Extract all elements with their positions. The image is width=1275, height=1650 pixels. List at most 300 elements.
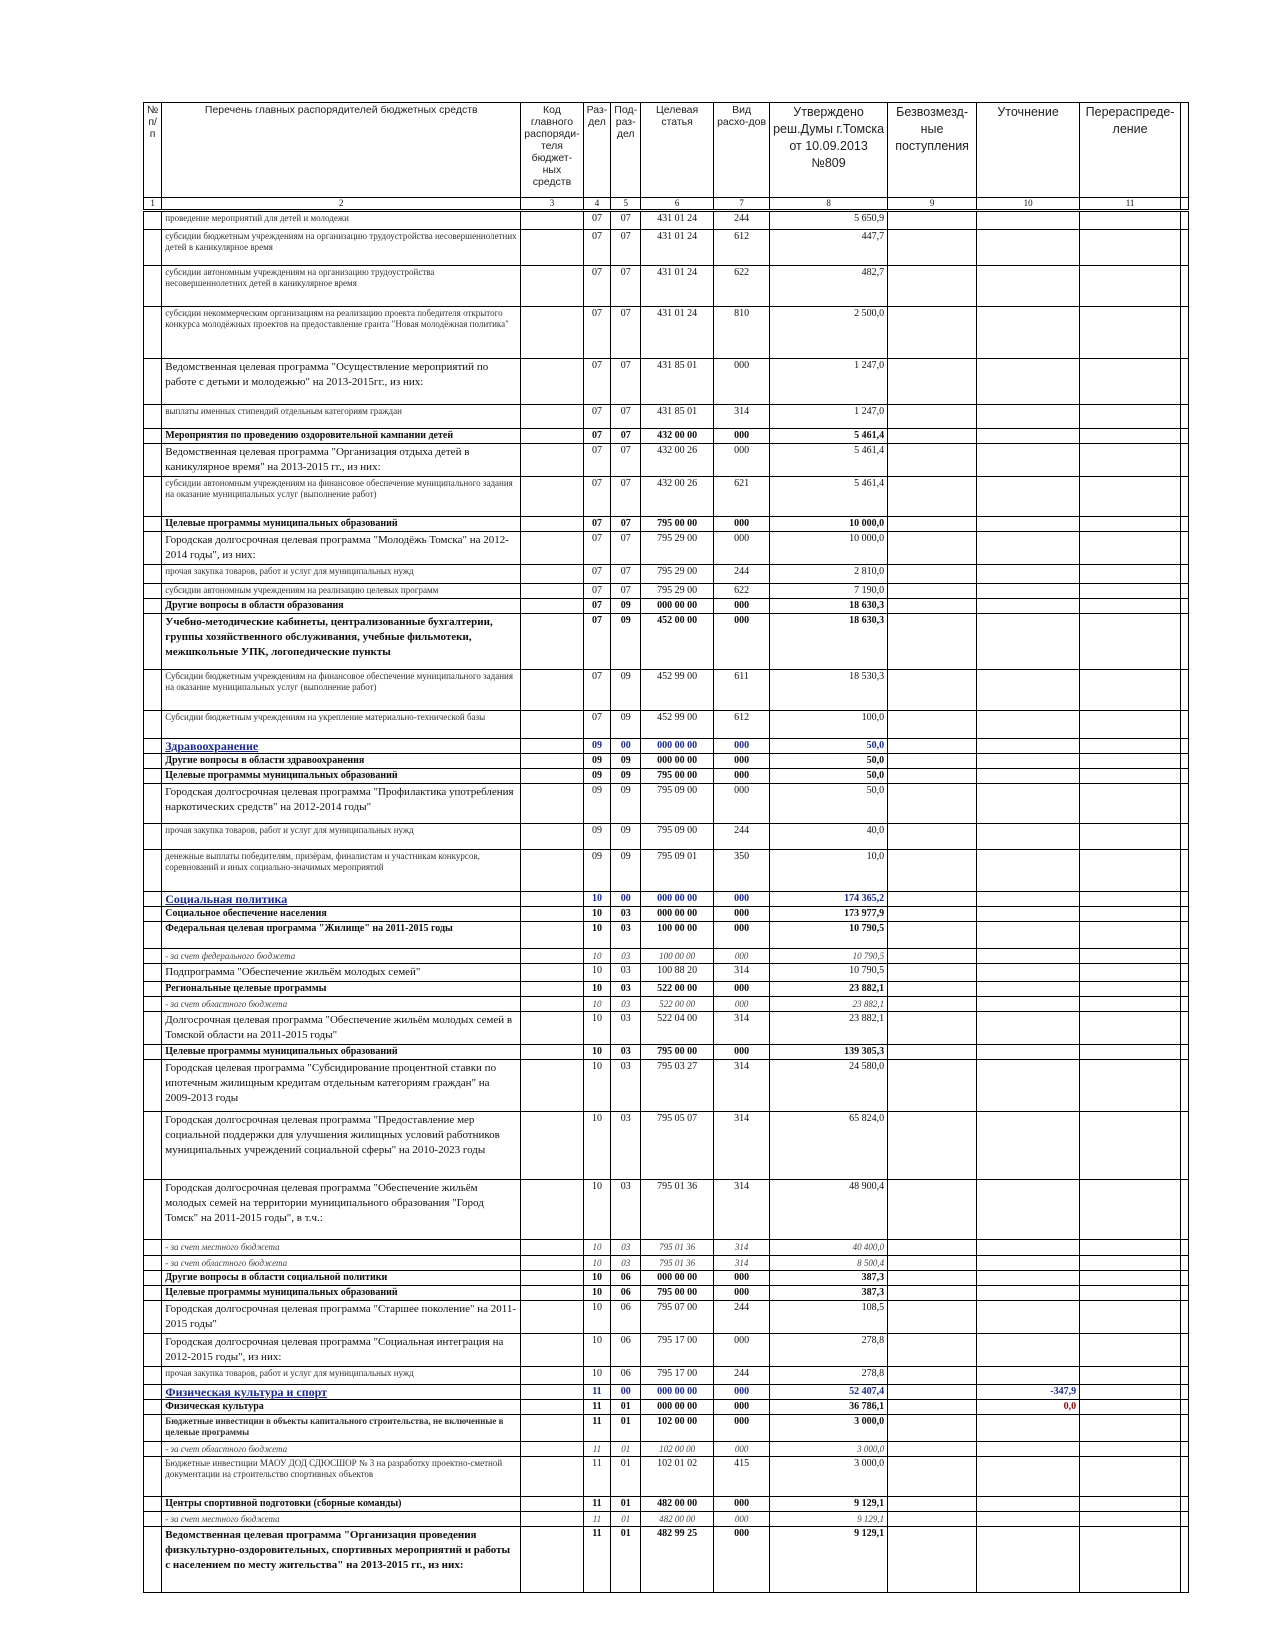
table-row [144,769,1189,784]
row-podrazdel: 07 [611,266,641,307]
row-code [521,1512,583,1527]
row-name: субсидии бюджетным учреждениям на организацию трудоустройства несовершеннолетних детей в каникулярное время [162,230,521,266]
row-name: Ведомственная целевая программа "Организация проведения физкультурно-оздоровительных, спортивных мероприятий и работы с населением по месту жительства" на 2013-2015 гг., из них: [162,1527,521,1593]
row-razdel: 07 [583,359,611,405]
row-grants [888,907,977,922]
column-number: 8 [770,198,888,211]
row-approved-sum: 139 305,3 [770,1045,888,1060]
row-cut [1181,1334,1189,1367]
row-name: Ведомственная целевая программа "Осуществление мероприятий по работе с детьми и молодежью" на 2013-2015гг., из них: [162,359,521,405]
row-vid: 611 [714,670,770,711]
row-number [144,584,162,599]
row-podrazdel: 09 [611,754,641,769]
row-cut [1181,1256,1189,1271]
row-grants [888,1256,977,1271]
row-clarify [977,824,1080,850]
row-redistribution [1080,359,1181,405]
table-row [144,1457,1189,1497]
row-approved-sum: 50,0 [770,739,888,754]
row-approved-sum: 482,7 [770,266,888,307]
row-target: 000 00 00 [641,907,714,922]
row-redistribution [1080,1286,1181,1301]
row-redistribution [1080,982,1181,997]
table-row [144,477,1189,517]
row-code [521,922,583,949]
row-grants [888,670,977,711]
row-cut [1181,670,1189,711]
row-number [144,1527,162,1593]
row-grants [888,997,977,1012]
row-approved-sum: 10 790,5 [770,964,888,982]
table-row [144,532,1189,565]
row-clarify [977,739,1080,754]
table-row [144,599,1189,614]
row-number [144,769,162,784]
header-cut-column [1181,103,1189,198]
row-code [521,477,583,517]
row-target: 482 99 25 [641,1527,714,1593]
row-razdel: 11 [583,1400,611,1415]
row-name: Субсидии бюджетным учреждениям на укрепление материально-технической базы [162,711,521,739]
row-number [144,1112,162,1180]
row-target: 000 00 00 [641,739,714,754]
row-clarify [977,211,1080,230]
row-podrazdel: 09 [611,599,641,614]
row-approved-sum: 18 530,3 [770,670,888,711]
row-razdel: 09 [583,824,611,850]
row-grants [888,307,977,359]
table-row [144,307,1189,359]
row-grants [888,614,977,670]
row-grants [888,359,977,405]
row-clarify [977,997,1080,1012]
row-cut [1181,754,1189,769]
row-name: Подпрограмма "Обеспечение жильём молодых семей" [162,964,521,982]
row-target: 795 29 00 [641,584,714,599]
row-clarify [977,1060,1080,1112]
row-name: субсидии автономным учреждениям на финансовое обеспечение муниципального задания на оказание муниципальных услуг (выполнение работ) [162,477,521,517]
column-number: 5 [611,198,641,211]
row-cut [1181,1400,1189,1415]
row-code [521,1301,583,1334]
row-approved-sum: 10 790,5 [770,922,888,949]
row-redistribution [1080,1497,1181,1512]
row-clarify [977,1286,1080,1301]
row-name: Долгосрочная целевая программа "Обеспечение жильём молодых семей в Томской области на 2011-2015 годы" [162,1012,521,1045]
row-approved-sum: 10 000,0 [770,532,888,565]
row-cut [1181,1012,1189,1045]
row-podrazdel: 07 [611,444,641,477]
row-code [521,739,583,754]
row-code [521,784,583,824]
row-clarify [977,1497,1080,1512]
row-target: 431 01 24 [641,307,714,359]
row-clarify [977,711,1080,739]
row-clarify [977,1240,1080,1256]
table-row [144,1112,1189,1180]
row-redistribution [1080,1301,1181,1334]
row-name: Городская долгосрочная целевая программа "Профилактика употребления наркотических средств" на 2012-2014 годы" [162,784,521,824]
row-approved-sum: 40 400,0 [770,1240,888,1256]
column-number: 2 [162,198,521,211]
row-target: 432 00 00 [641,429,714,444]
row-clarify [977,429,1080,444]
row-podrazdel: 03 [611,1112,641,1180]
row-number [144,922,162,949]
row-redistribution [1080,754,1181,769]
row-grants [888,769,977,784]
row-razdel: 11 [583,1457,611,1497]
table-row [144,1385,1189,1400]
row-number [144,1271,162,1286]
table-row [144,1334,1189,1367]
row-clarify [977,444,1080,477]
row-podrazdel: 07 [611,230,641,266]
row-grants [888,1045,977,1060]
row-name: субсидии некоммерческим организациям на реализацию проекта победителя открытого конкурса молодёжных проектов на предоставление гранта "Новая молодёжная политика" [162,307,521,359]
row-podrazdel: 03 [611,1045,641,1060]
row-clarify [977,532,1080,565]
table-row [144,1512,1189,1527]
row-code [521,444,583,477]
row-clarify [977,1271,1080,1286]
row-cut [1181,230,1189,266]
row-code [521,982,583,997]
row-podrazdel: 06 [611,1271,641,1286]
row-clarify [977,1415,1080,1442]
table-row [144,1180,1189,1240]
row-vid: 314 [714,405,770,429]
table-body [144,211,1189,1593]
row-clarify [977,1527,1080,1593]
row-clarify [977,784,1080,824]
row-target: 795 07 00 [641,1301,714,1334]
row-approved-sum: 5 461,4 [770,444,888,477]
row-redistribution [1080,230,1181,266]
row-number [144,1240,162,1256]
row-name: - за счет областного бюджета [162,1442,521,1457]
row-code [521,211,583,230]
row-grants [888,444,977,477]
row-redistribution [1080,565,1181,584]
table-row [144,1271,1189,1286]
row-razdel: 10 [583,1240,611,1256]
row-redistribution [1080,211,1181,230]
row-target: 795 01 36 [641,1256,714,1271]
table-row [144,1060,1189,1112]
row-razdel: 10 [583,1301,611,1334]
row-code [521,614,583,670]
row-razdel: 10 [583,1271,611,1286]
row-name: Мероприятия по проведению оздоровительной кампании детей [162,429,521,444]
row-cut [1181,964,1189,982]
row-cut [1181,739,1189,754]
row-cut [1181,1271,1189,1286]
row-clarify [977,754,1080,769]
row-vid: 000 [714,949,770,964]
row-code [521,1271,583,1286]
row-grants [888,1512,977,1527]
row-cut [1181,1385,1189,1400]
row-approved-sum: 36 786,1 [770,1400,888,1415]
row-code [521,949,583,964]
row-grants [888,211,977,230]
row-grants [888,1457,977,1497]
row-approved-sum: 9 129,1 [770,1497,888,1512]
row-cut [1181,599,1189,614]
row-vid: 621 [714,477,770,517]
row-cut [1181,922,1189,949]
row-razdel: 07 [583,584,611,599]
row-grants [888,922,977,949]
row-redistribution [1080,997,1181,1012]
row-code [521,1527,583,1593]
row-target: 522 04 00 [641,1012,714,1045]
row-podrazdel: 09 [611,850,641,892]
row-grants [888,599,977,614]
column-number: 9 [888,198,977,211]
row-name: Центры спортивной подготовки (сборные команды) [162,1497,521,1512]
row-cut [1181,1415,1189,1442]
column-number: 11 [1080,198,1181,211]
row-approved-sum: 50,0 [770,784,888,824]
row-vid: 314 [714,1012,770,1045]
row-clarify [977,1367,1080,1385]
row-grants [888,784,977,824]
row-approved-sum: 23 882,1 [770,1012,888,1045]
row-target: 000 00 00 [641,1385,714,1400]
row-clarify [977,584,1080,599]
row-grants [888,1180,977,1240]
row-target: 431 01 24 [641,230,714,266]
row-clarify [977,1334,1080,1367]
row-number [144,1012,162,1045]
row-grants [888,1442,977,1457]
row-number [144,949,162,964]
row-number [144,1442,162,1457]
row-podrazdel: 03 [611,1060,641,1112]
table-header-row [144,103,1189,198]
row-code [521,1240,583,1256]
row-grants [888,1415,977,1442]
row-target: 000 00 00 [641,892,714,907]
row-name: - за счет областного бюджета [162,1256,521,1271]
row-number [144,1334,162,1367]
row-approved-sum: 1 247,0 [770,405,888,429]
row-vid: 244 [714,211,770,230]
row-cut [1181,307,1189,359]
row-code [521,964,583,982]
row-approved-sum: 23 882,1 [770,982,888,997]
row-redistribution [1080,1180,1181,1240]
row-number [144,230,162,266]
row-approved-sum: 10 000,0 [770,517,888,532]
row-target: 100 00 00 [641,949,714,964]
row-name: Целевые программы муниципальных образований [162,769,521,784]
table-row [144,1240,1189,1256]
row-razdel: 10 [583,922,611,949]
row-razdel: 07 [583,230,611,266]
row-grants [888,1367,977,1385]
row-name: Здравоохранение [162,739,521,754]
row-redistribution [1080,784,1181,824]
column-number-row [144,198,1189,211]
row-vid: 810 [714,307,770,359]
row-name: прочая закупка товаров, работ и услуг для муниципальных нужд [162,1367,521,1385]
table-row [144,1012,1189,1045]
row-vid: 000 [714,532,770,565]
row-razdel: 07 [583,670,611,711]
row-approved-sum: 50,0 [770,754,888,769]
row-vid: 000 [714,1400,770,1415]
row-target: 102 00 00 [641,1442,714,1457]
row-podrazdel: 07 [611,429,641,444]
row-clarify [977,1045,1080,1060]
row-clarify [977,565,1080,584]
row-redistribution [1080,517,1181,532]
row-grants [888,1497,977,1512]
row-target: 431 01 24 [641,211,714,230]
row-target: 482 00 00 [641,1512,714,1527]
row-clarify [977,477,1080,517]
row-razdel: 10 [583,949,611,964]
row-number [144,444,162,477]
row-approved-sum: 3 000,0 [770,1415,888,1442]
table-row [144,997,1189,1012]
row-cut [1181,892,1189,907]
row-cut [1181,824,1189,850]
row-code [521,1060,583,1112]
row-vid: 000 [714,1415,770,1442]
column-number: 6 [641,198,714,211]
row-podrazdel: 07 [611,211,641,230]
row-redistribution [1080,1334,1181,1367]
row-target: 432 00 26 [641,477,714,517]
table-row [144,1527,1189,1593]
row-code [521,307,583,359]
row-podrazdel: 07 [611,359,641,405]
row-number [144,1415,162,1442]
header-approved: Утверждено реш.Думы г.Томска от 10.09.2013 №809 [770,103,888,198]
row-cut [1181,477,1189,517]
row-podrazdel: 03 [611,964,641,982]
row-podrazdel: 03 [611,1240,641,1256]
row-podrazdel: 07 [611,307,641,359]
row-razdel: 10 [583,1334,611,1367]
row-cut [1181,405,1189,429]
row-approved-sum: 50,0 [770,769,888,784]
row-target: 431 85 01 [641,405,714,429]
row-clarify [977,982,1080,997]
row-grants [888,1334,977,1367]
row-vid: 000 [714,1512,770,1527]
row-code [521,429,583,444]
row-approved-sum: 52 407,4 [770,1385,888,1400]
row-redistribution [1080,1512,1181,1527]
row-target: 452 99 00 [641,711,714,739]
row-razdel: 10 [583,1180,611,1240]
row-code [521,584,583,599]
row-redistribution [1080,614,1181,670]
row-target: 795 09 00 [641,784,714,824]
row-number [144,565,162,584]
row-podrazdel: 09 [611,711,641,739]
row-redistribution [1080,405,1181,429]
row-number [144,429,162,444]
row-grants [888,266,977,307]
row-razdel: 07 [583,599,611,614]
row-vid: 350 [714,850,770,892]
row-vid: 314 [714,964,770,982]
row-razdel: 10 [583,1012,611,1045]
row-vid: 612 [714,230,770,266]
row-vid: 244 [714,565,770,584]
row-cut [1181,1442,1189,1457]
row-number [144,1497,162,1512]
row-clarify [977,922,1080,949]
row-vid: 000 [714,1442,770,1457]
row-target: 795 00 00 [641,1045,714,1060]
row-approved-sum: 10,0 [770,850,888,892]
row-name: Другие вопросы в области образования [162,599,521,614]
row-grants [888,949,977,964]
row-target: 522 00 00 [641,997,714,1012]
row-vid: 000 [714,739,770,754]
row-number [144,1045,162,1060]
row-redistribution [1080,1240,1181,1256]
row-podrazdel: 01 [611,1457,641,1497]
table-row [144,405,1189,429]
row-podrazdel: 03 [611,1180,641,1240]
row-razdel: 07 [583,711,611,739]
header-vid: Вид расхо-дов [714,103,770,198]
row-code [521,711,583,739]
row-redistribution [1080,892,1181,907]
row-name: Региональные целевые программы [162,982,521,997]
row-name: Городская долгосрочная целевая программа "Обеспечение жильём молодых семей на территории муниципального образования "Город Томск" на 2011-2015 годы", в т.ч.: [162,1180,521,1240]
row-name: - за счет местного бюджета [162,1240,521,1256]
row-target: 522 00 00 [641,982,714,997]
row-cut [1181,907,1189,922]
table-row [144,1367,1189,1385]
row-podrazdel: 09 [611,784,641,824]
row-code [521,517,583,532]
row-redistribution [1080,477,1181,517]
row-redistribution [1080,1256,1181,1271]
row-number [144,359,162,405]
row-vid: 000 [714,1271,770,1286]
row-approved-sum: 278,8 [770,1367,888,1385]
row-target: 795 05 07 [641,1112,714,1180]
row-cut [1181,532,1189,565]
row-approved-sum: 24 580,0 [770,1060,888,1112]
row-name: денежные выплаты победителям, призёрам, финалистам и участникам конкурсов, соревнований и иных социально-значимых мероприятий [162,850,521,892]
row-razdel: 10 [583,1367,611,1385]
row-redistribution [1080,1112,1181,1180]
row-clarify [977,1301,1080,1334]
row-name: Субсидии бюджетным учреждениям на финансовое обеспечение муниципального задания на оказание муниципальных услуг (выполнение работ) [162,670,521,711]
row-grants [888,1271,977,1286]
row-code [521,1334,583,1367]
row-name: Городская долгосрочная целевая программа "Социальная интеграция на 2012-2015 годы", из них: [162,1334,521,1367]
row-redistribution [1080,1367,1181,1385]
row-name: - за счет федерального бюджета [162,949,521,964]
row-redistribution [1080,1012,1181,1045]
column-number: 1 [144,198,162,211]
row-cut [1181,949,1189,964]
row-redistribution [1080,949,1181,964]
row-grants [888,1286,977,1301]
